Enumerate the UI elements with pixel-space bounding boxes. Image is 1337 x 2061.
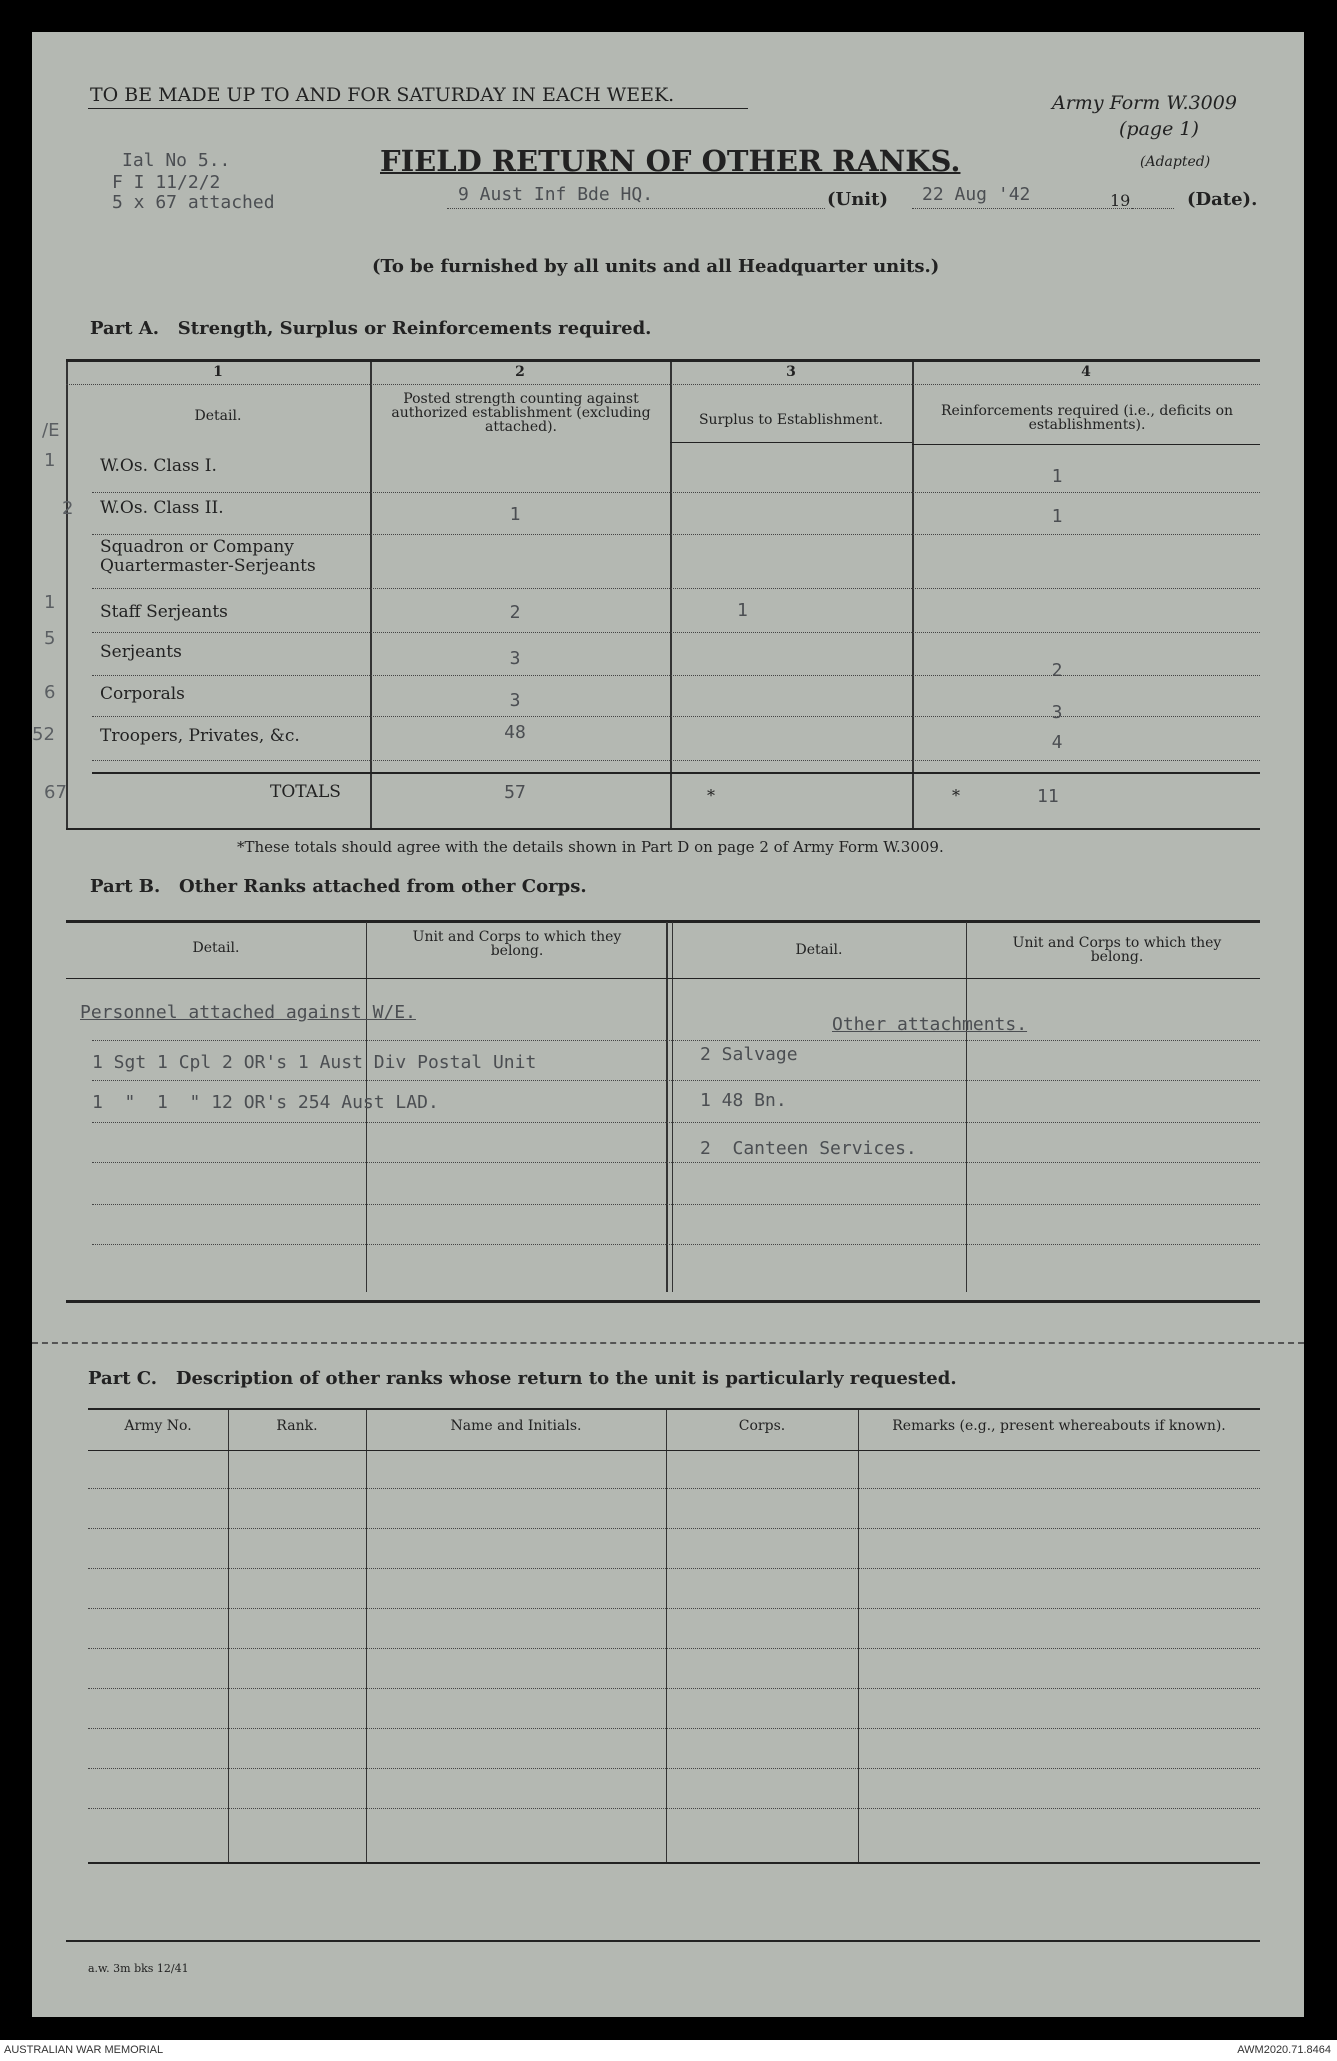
header-rule	[670, 442, 912, 443]
table-row	[32, 592, 1304, 628]
archive-footer	[0, 2040, 1337, 2061]
subtitle: (To be furnished by all units and all Headquarter units.)	[372, 256, 940, 277]
date-line	[912, 208, 1134, 209]
part-a-bottom-rule	[66, 828, 1260, 830]
part-c-col-divider	[366, 1410, 367, 1862]
row-reinforcements: 1	[1051, 466, 1063, 487]
row-rule	[92, 632, 1260, 633]
row-rule	[92, 675, 1260, 676]
form-sheet	[32, 32, 1304, 2017]
row-posted: 3	[509, 690, 521, 711]
row-posted: 3	[509, 648, 521, 669]
part-b-col-unit: Unit and Corps to which they belong.	[1012, 935, 1222, 965]
part-c-top-rule	[88, 1408, 1260, 1410]
year-line	[1132, 208, 1174, 209]
row-rule	[92, 534, 1260, 535]
print-code: a.w. 3m bks 12/41	[88, 1962, 189, 1975]
reference-line-1: Ial No 5..	[122, 150, 231, 171]
part-c-col-remarks: Remarks (e.g., present whereabouts if known).	[892, 1418, 1226, 1434]
part-c-col-rank: Rank.	[276, 1418, 318, 1434]
totals-row	[32, 778, 1304, 818]
totals-surplus: *	[707, 786, 715, 805]
part-b-header-rule	[66, 978, 1260, 979]
totals-reinf-star: *	[952, 786, 960, 805]
page-title: FIELD RETURN OF OTHER RANKS.	[380, 144, 961, 178]
part-b-col-detail: Detail.	[795, 942, 843, 958]
margin-count: 1	[44, 592, 56, 613]
part-b-right-line: 2 Salvage	[700, 1044, 798, 1065]
row-surplus: 1	[737, 600, 748, 621]
date-value: 22 Aug '42	[922, 184, 1031, 205]
footer-institution: AUSTRALIAN WAR MEMORIAL	[4, 2044, 164, 2056]
part-c-heading: Part C. Description of other ranks whose return to the unit is particularly requested.	[88, 1368, 957, 1389]
totals-label: TOTALS	[270, 782, 341, 802]
part-b-right-line: 1 48 Bn.	[700, 1090, 787, 1111]
table-row	[32, 450, 1304, 487]
part-b-row-rule	[92, 1080, 1260, 1081]
part-c-header-rule	[88, 1450, 1260, 1451]
tear-line	[32, 1342, 1304, 1344]
date-label: (Date).	[1187, 189, 1258, 210]
col-number-1: 1	[213, 364, 223, 380]
header-rule	[912, 444, 1260, 445]
margin-count: 2	[62, 498, 74, 519]
part-b-left-heading: Personnel attached against W/E.	[80, 1002, 416, 1023]
unit-label: (Unit)	[827, 189, 888, 210]
part-c-row-rule	[88, 1768, 1260, 1769]
part-c-row-rule	[88, 1808, 1260, 1809]
form-adapted: (Adapted)	[1140, 154, 1211, 170]
row-reinforcements: 1	[1051, 506, 1063, 527]
form-page: (page 1)	[1119, 118, 1199, 140]
part-c-bottom-rule	[88, 1862, 1260, 1864]
part-c-col-name: Name and Initials.	[450, 1418, 582, 1434]
row-reinforcements: 4	[1051, 732, 1063, 753]
part-b-row-rule	[92, 1122, 1260, 1123]
part-c-row-rule	[88, 1728, 1260, 1729]
row-detail: Serjeants	[100, 642, 182, 662]
row-reinforcements: 2	[1051, 660, 1063, 681]
margin-count: 5	[44, 628, 56, 649]
part-b-bottom-rule	[66, 1300, 1260, 1303]
margin-count: 6	[44, 682, 56, 703]
col-header-surplus: Surplus to Establishment.	[698, 412, 884, 428]
part-b-top-rule	[66, 920, 1260, 923]
row-posted: 1	[509, 504, 521, 525]
col-header-detail: Detail.	[194, 408, 242, 424]
part-c-col-army-no: Army No.	[124, 1418, 192, 1434]
totals-posted: 57	[504, 782, 526, 803]
part-b-row-rule	[92, 1204, 1260, 1205]
col-number-3: 3	[786, 364, 796, 380]
footer-accession-number: AWM2020.71.8464	[1237, 2044, 1331, 2056]
margin-note: /E	[42, 420, 60, 441]
row-rule	[92, 588, 1260, 589]
unit-value: 9 Aust Inf Bde HQ.	[458, 184, 654, 205]
part-c-col-divider	[666, 1410, 667, 1862]
part-a-top-rule	[66, 359, 1260, 362]
instruction-underline	[88, 108, 748, 109]
part-c-row-rule	[88, 1608, 1260, 1609]
part-c-row-rule	[88, 1648, 1260, 1649]
row-posted: 48	[504, 722, 526, 743]
year-prefix: 19	[1110, 191, 1131, 210]
margin-count: 52	[32, 724, 55, 745]
part-c-col-divider	[228, 1410, 229, 1862]
table-row	[32, 494, 1304, 530]
part-b-heading: Part B. Other Ranks attached from other Corps.	[90, 876, 587, 897]
unit-line	[447, 208, 825, 209]
col-number-rule	[66, 384, 1260, 385]
part-c-col-corps: Corps.	[738, 1418, 786, 1434]
part-b-row-rule	[92, 1162, 1260, 1163]
col-header-reinforcements: Reinforcements required (i.e., deficits on establishments).	[940, 403, 1234, 433]
form-name: Army Form W.3009	[1052, 92, 1237, 114]
part-a-heading: Part A. Strength, Surplus or Reinforcements required.	[90, 318, 652, 339]
reference-line-3: 5 x 67 attached	[112, 192, 275, 213]
row-reinforcements: 3	[1051, 702, 1063, 723]
row-detail: Corporals	[100, 684, 185, 704]
row-detail: Staff Serjeants	[100, 602, 228, 622]
page-bottom-rule	[66, 1940, 1260, 1942]
part-b-row-rule	[92, 1040, 1260, 1041]
part-b-right-line: 2 Canteen Services.	[700, 1138, 917, 1159]
margin-total: 67	[44, 782, 67, 803]
row-detail: Squadron or Company Quartermaster-Serjeants	[100, 537, 316, 576]
table-row	[32, 628, 1304, 681]
row-rule	[92, 716, 1260, 717]
table-row	[32, 538, 1304, 582]
part-b-right-heading: Other attachments.	[832, 1014, 1028, 1035]
totals-reinforcements: 11	[1037, 786, 1059, 807]
instruction-text: TO BE MADE UP TO AND FOR SATURDAY IN EACH WEEK.	[90, 84, 675, 106]
row-rule	[92, 760, 1260, 761]
part-c-col-divider	[858, 1410, 859, 1862]
reference-line-2: F I 11/2/2	[112, 172, 221, 193]
margin-count: 1	[44, 450, 56, 471]
part-b-row-rule	[92, 1244, 1260, 1245]
part-c-row-rule	[88, 1528, 1260, 1529]
col-number-4: 4	[1081, 364, 1091, 380]
part-a-footnote: *These totals should agree with the details shown in Part D on page 2 of Army Form W.3009.	[237, 838, 944, 856]
col-number-2: 2	[515, 364, 525, 380]
row-detail: Troopers, Privates, &c.	[100, 726, 300, 746]
row-rule	[92, 492, 1260, 493]
part-b-col-detail: Detail.	[192, 940, 240, 956]
totals-rule	[92, 772, 1260, 774]
table-row	[32, 678, 1304, 723]
row-posted: 2	[509, 602, 521, 623]
part-b-col-unit: Unit and Corps to which they belong.	[412, 929, 622, 959]
part-c-row-rule	[88, 1568, 1260, 1569]
col-header-posted: Posted strength counting against authorized establishment (excluding attached).	[391, 391, 651, 435]
row-detail: W.Os. Class I.	[100, 456, 217, 476]
part-b-left-line: 1 " 1 " 12 OR's 254 Aust LAD.	[92, 1092, 439, 1113]
part-c-row-rule	[88, 1688, 1260, 1689]
table-row	[32, 720, 1304, 756]
part-b-left-line: 1 Sgt 1 Cpl 2 OR's 1 Aust Div Postal Unit	[92, 1052, 537, 1073]
row-detail: W.Os. Class II.	[100, 498, 224, 518]
part-c-row-rule	[88, 1488, 1260, 1489]
